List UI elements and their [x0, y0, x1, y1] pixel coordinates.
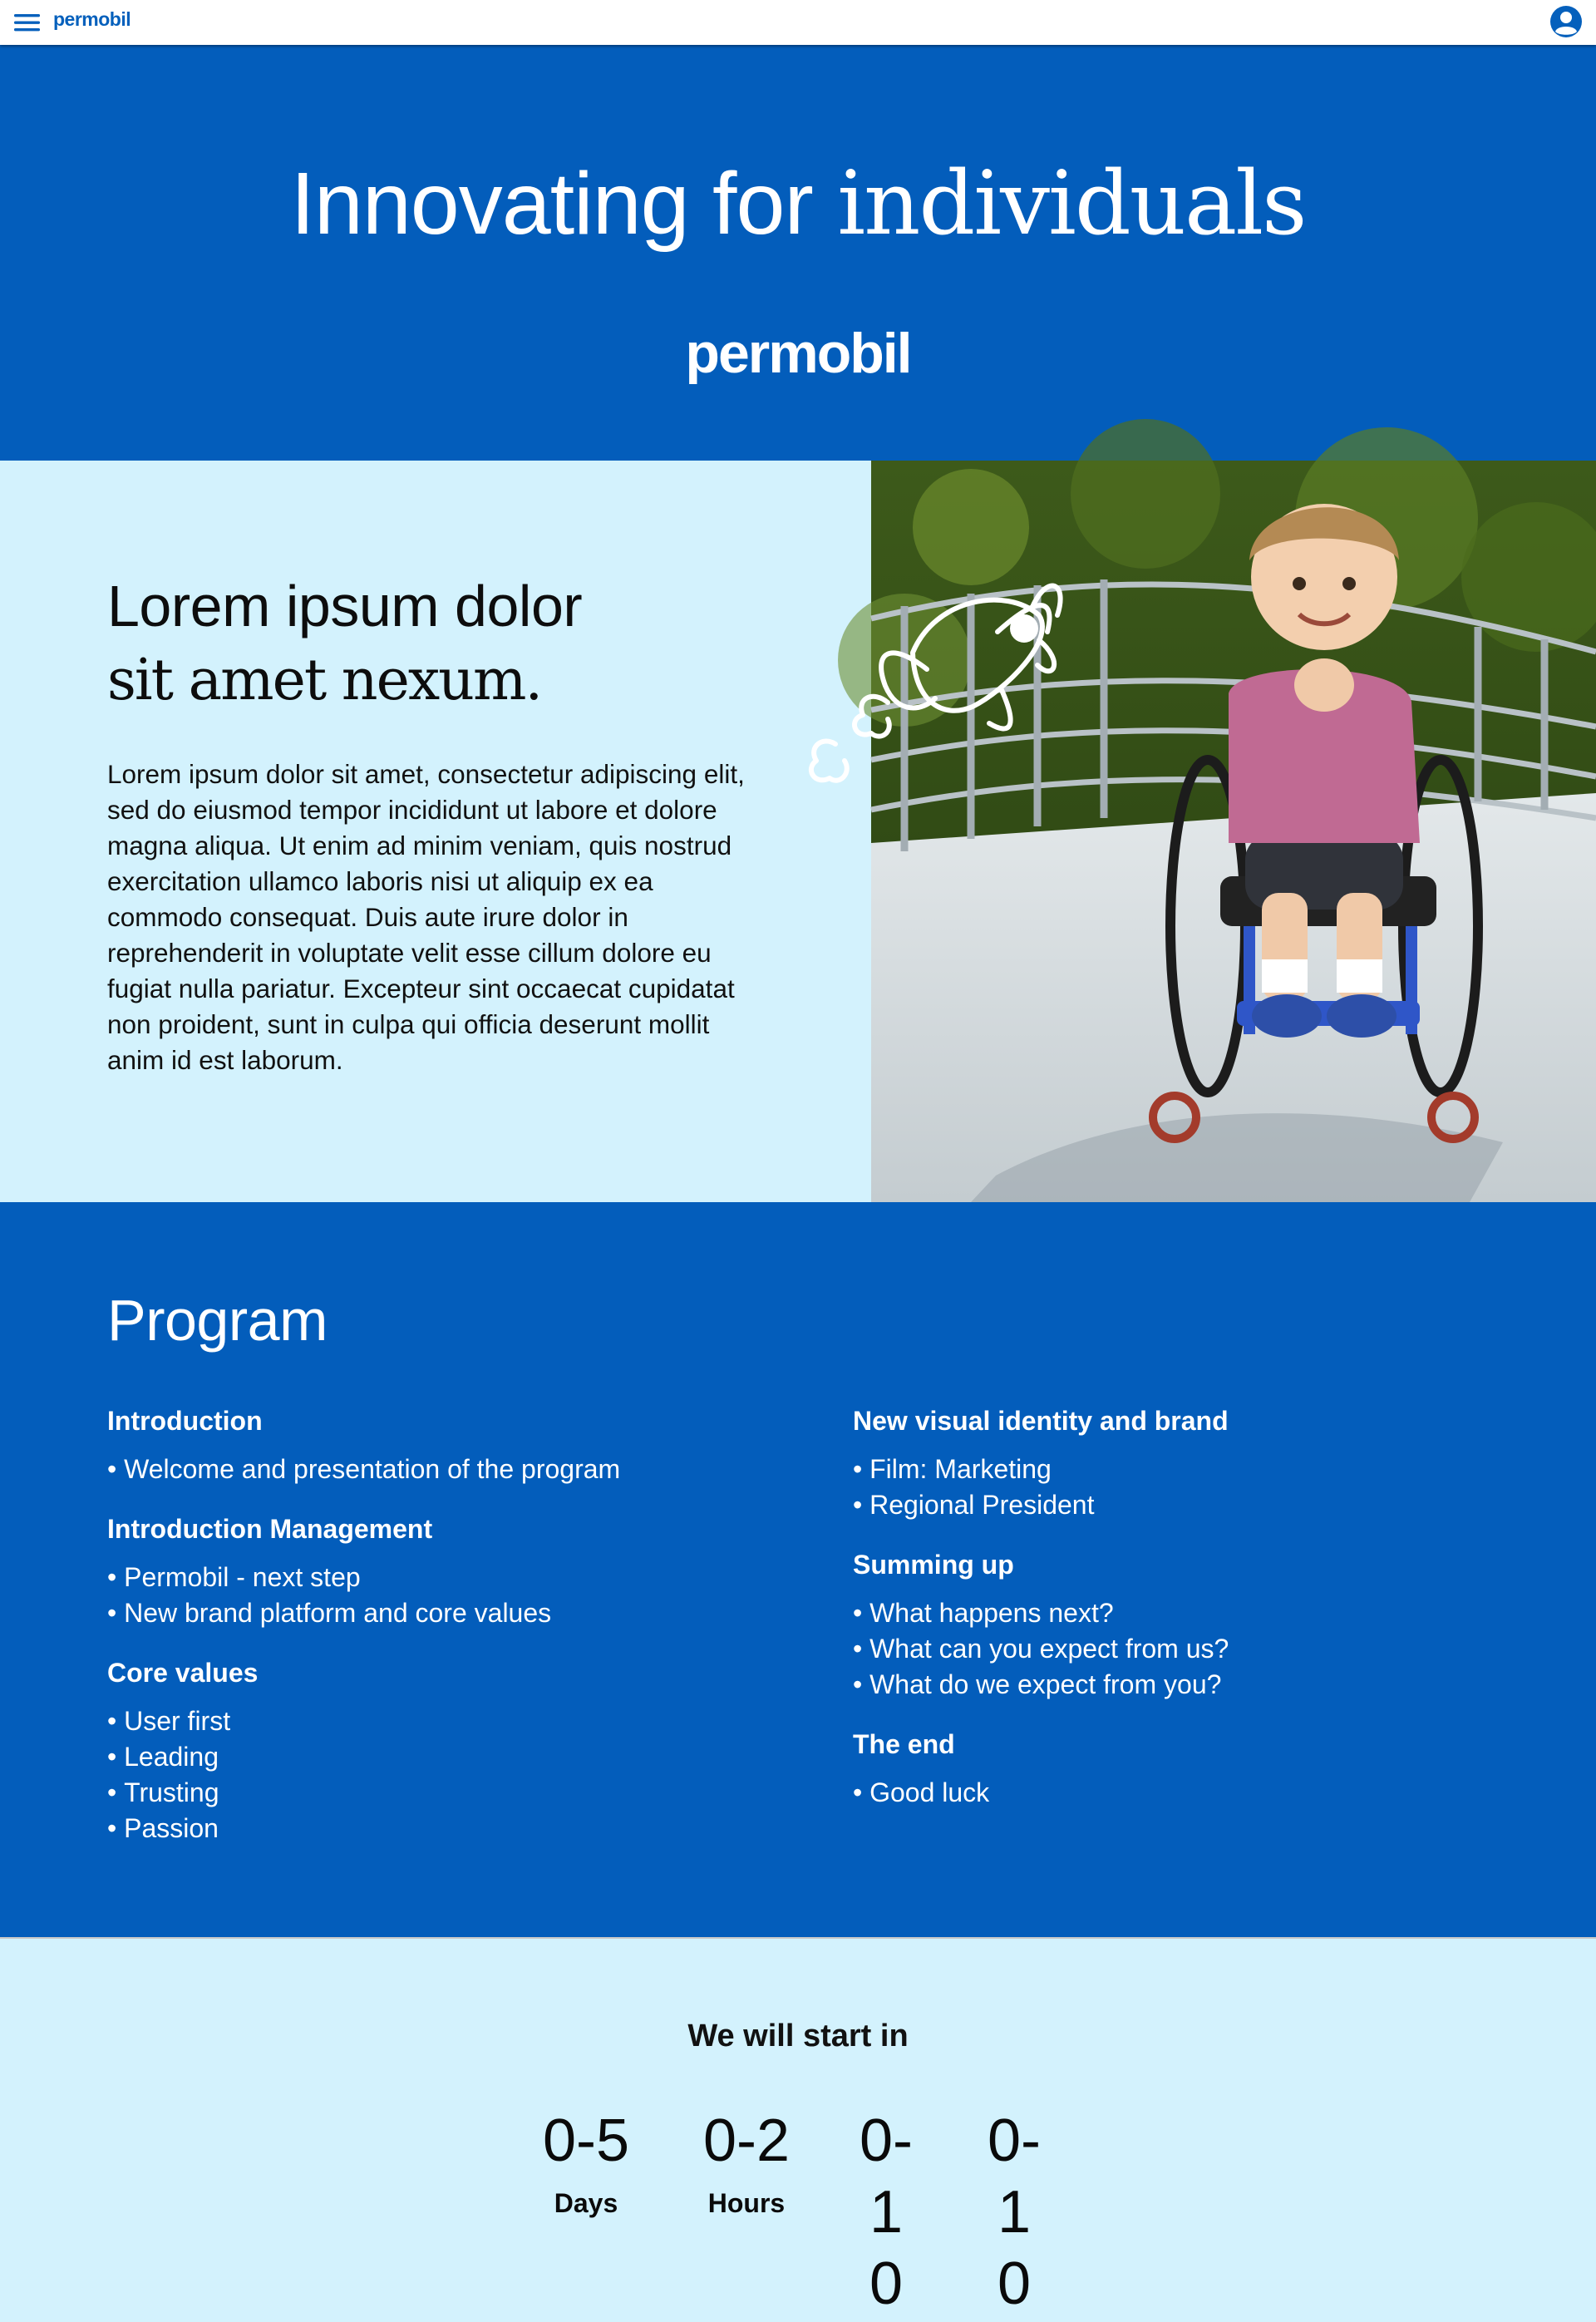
list-item: • Passion [107, 1811, 739, 1846]
list-item: • Leading [107, 1739, 739, 1775]
program-block-heading: Introduction [107, 1406, 263, 1436]
program-section [0, 1202, 1596, 1937]
countdown-hours-label: Hours [707, 2188, 786, 2218]
countdown-seconds-value: 0-10 [987, 2108, 1042, 2317]
list-item: • User first [107, 1703, 739, 1739]
program-list [107, 1452, 739, 1487]
countdown-hours [684, 2105, 809, 2219]
airplane-doodle-icon [790, 549, 1097, 823]
program-block-heading: The end [853, 1729, 955, 1759]
program-block-heading: Summing up [853, 1550, 1014, 1580]
countdown-title: We will start in [687, 2019, 909, 2053]
hamburger-menu-icon[interactable] [12, 10, 43, 35]
countdown-days-value: 0-5 [542, 2108, 630, 2174]
list-item: • Welcome and presentation of the program [107, 1452, 739, 1487]
hero-banner [0, 45, 1596, 461]
list-item: • New brand platform and core values [107, 1595, 739, 1631]
hero-title-serif: individuals [837, 152, 1306, 254]
countdown-minutes-value: 0-10 [859, 2108, 914, 2317]
program-list [853, 1775, 1485, 1811]
list-item: • Film: Marketing [853, 1452, 1485, 1487]
program-list [107, 1560, 739, 1631]
countdown-minutes [853, 2105, 919, 2317]
program-block [853, 1405, 1485, 1523]
program-list [853, 1595, 1485, 1703]
program-block-heading: Core values [107, 1658, 259, 1688]
intro-heading [107, 569, 689, 718]
list-item: • What do we expect from you? [853, 1667, 1485, 1703]
list-item: • Regional President [853, 1487, 1485, 1523]
list-item: • Trusting [107, 1775, 739, 1811]
program-column-right [853, 1405, 1485, 1836]
program-block [107, 1657, 739, 1846]
hero-permobil-logo: permobil [685, 322, 911, 385]
intro-body-text: Lorem ipsum dolor sit amet, consectetur adipiscing elit, sed do eiusmod tempor incididunt ut labore et dolore magna aliqua. Ut enim ad minim veniam, quis nostrud exercitation ullamco laboris nisi ut aliquip ex ea commodo consequat. Duis aute irure dolor in reprehenderit in voluptate velit esse cillum dolore eu fugiat nulla pariatur. Excepteur sint occaecat cupidatat non proident, sunt in culpa qui officia deserunt mollit anim id est laborum. [107, 759, 745, 1075]
countdown-days [524, 2105, 648, 2219]
list-item: • What can you expect from us? [853, 1631, 1485, 1667]
program-block-heading: New visual identity and brand [853, 1406, 1229, 1436]
user-account-icon[interactable] [1549, 5, 1583, 38]
intro-heading-line1: Lorem ipsum dolor [107, 574, 583, 638]
hero-title-sans: Innovating for [290, 155, 813, 253]
countdown-days-label: Days [554, 2188, 618, 2218]
program-column-left [107, 1405, 739, 1872]
countdown-hours-value: 0-2 [702, 2108, 791, 2174]
program-block [107, 1405, 739, 1487]
list-item: • What happens next? [853, 1595, 1485, 1631]
top-nav-bar [0, 0, 1596, 45]
program-block [107, 1513, 739, 1631]
program-block [853, 1549, 1485, 1703]
countdown-section [0, 1937, 1596, 2322]
program-list [853, 1452, 1485, 1523]
program-heading: Program [107, 1288, 328, 1353]
hero-title [0, 150, 1596, 258]
list-item: • Permobil - next step [107, 1560, 739, 1595]
list-item: • Good luck [853, 1775, 1485, 1811]
program-list [107, 1703, 739, 1846]
countdown-seconds [981, 2105, 1047, 2317]
permobil-logo[interactable]: permobil [53, 8, 131, 30]
intro-heading-line2: sit amet nexum. [107, 648, 542, 713]
program-block-heading: Introduction Management [107, 1514, 433, 1544]
program-block [853, 1728, 1485, 1811]
